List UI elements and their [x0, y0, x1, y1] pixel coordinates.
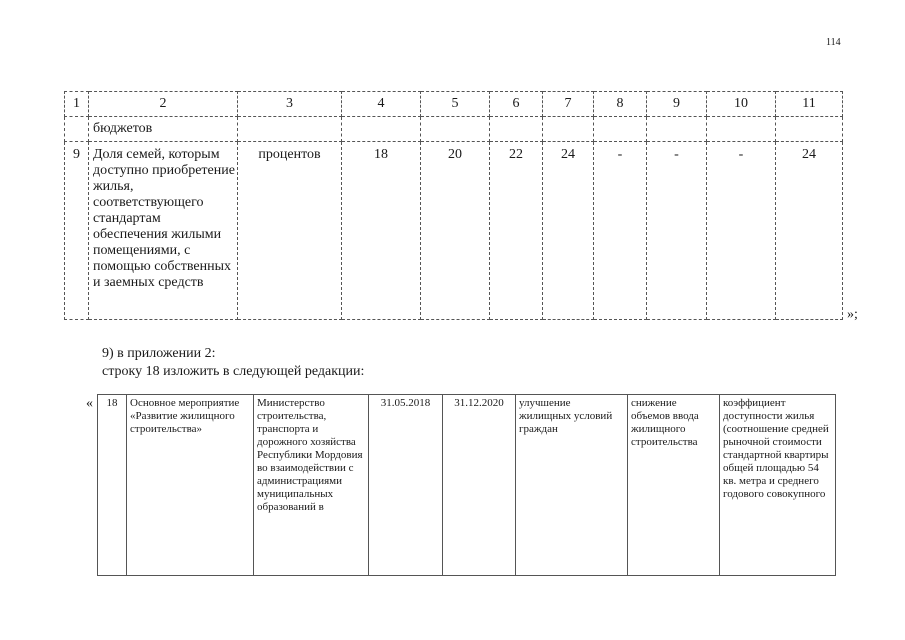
table-cell — [65, 117, 89, 142]
header-cell: 8 — [594, 92, 647, 117]
row-number-cell: 18 — [98, 395, 127, 576]
header-cell: 3 — [238, 92, 342, 117]
header-cell: 9 — [647, 92, 707, 117]
executor-cell: Министерство строительства, транспорта и дорожного хозяйства Республики Мордовия во взаимодействии с администрациями муниципальных образований в — [254, 395, 369, 576]
start-date-cell: 31.05.2018 — [369, 395, 443, 576]
table-row — [65, 117, 843, 142]
unit-cell: процентов — [238, 142, 342, 320]
amendment-item: 9) в приложении 2: — [102, 346, 216, 361]
closing-quote-mark: »; — [847, 307, 858, 322]
measures-table — [97, 394, 836, 576]
header-cell: 4 — [342, 92, 421, 117]
value-cell: 20 — [421, 142, 490, 320]
row-number-cell: 9 — [65, 142, 89, 320]
amendment-instruction: строку 18 изложить в следующей редакции: — [102, 364, 365, 379]
header-cell: 11 — [776, 92, 843, 117]
header-cell: 5 — [421, 92, 490, 117]
table-row — [98, 395, 836, 576]
end-date-cell: 31.12.2020 — [443, 395, 516, 576]
measure-name-cell: Основное мероприятие «Развитие жилищного строительства» — [127, 395, 254, 576]
consequence-cell: снижение объемов ввода жилищного строительства — [628, 395, 720, 576]
value-cell: - — [707, 142, 776, 320]
expected-result-cell: улучшение жилищных условий граждан — [516, 395, 628, 576]
value-cell: 22 — [490, 142, 543, 320]
header-cell: 10 — [707, 92, 776, 117]
table-cell — [543, 117, 594, 142]
value-cell: - — [594, 142, 647, 320]
header-cell: 6 — [490, 92, 543, 117]
table-cell — [647, 117, 707, 142]
value-cell: 24 — [776, 142, 843, 320]
table-cell — [490, 117, 543, 142]
linked-indicator-cell: коэффициент доступности жилья (соотношение средней рыночной стоимости стандартной квартиры общей площадью 54 кв. метра и среднего годового совокупного — [720, 395, 836, 576]
table-cell — [421, 117, 490, 142]
table-cell — [594, 117, 647, 142]
opening-quote-mark: « — [86, 396, 93, 411]
header-cell: 7 — [543, 92, 594, 117]
table-row — [65, 142, 843, 320]
header-cell: 2 — [89, 92, 238, 117]
value-cell: 18 — [342, 142, 421, 320]
value-cell: - — [647, 142, 707, 320]
indicators-table — [64, 91, 843, 320]
table-header-row — [65, 92, 843, 117]
header-cell: 1 — [65, 92, 89, 117]
page-number: 114 — [826, 37, 841, 48]
table-cell — [707, 117, 776, 142]
table-cell — [238, 117, 342, 142]
indicator-cell: бюджетов — [89, 117, 238, 142]
table-cell — [776, 117, 843, 142]
indicator-cell: Доля семей, которым доступно приобретение жилья, соответствующего стандартам обеспечения жилыми помещениями, с помощью собственных и заемных средств — [89, 142, 238, 320]
value-cell: 24 — [543, 142, 594, 320]
table-cell — [342, 117, 421, 142]
